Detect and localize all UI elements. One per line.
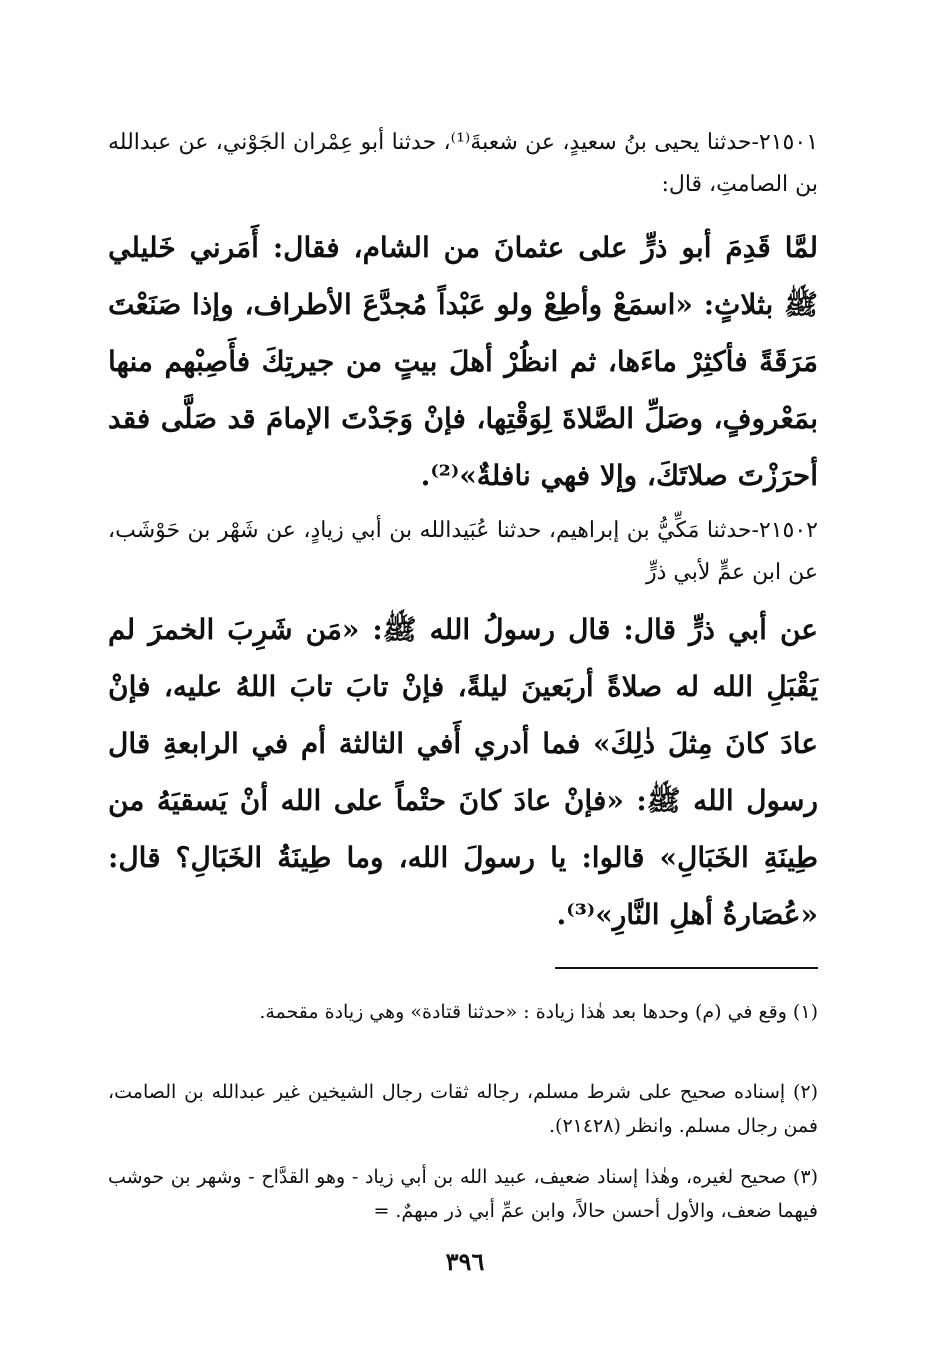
footnote-3: (٣) صحيح لغيره، وهٰذا إسناد ضعيف، عبيد الله بن أبي زياد - وهو القدَّاح - وشهر بن حوشب فيهما ضعف، والأول أحسن حالاً، وابن عمِّ أبي ذر مبهمٌ. = [108, 1166, 818, 1222]
hadith-isnad-21502: ٢١٥٠٢-حدثنا مَكِّيُّ بن إبراهيم، حدثنا عُبَيدالله بن أبي زيادٍ، عن شَهْر بن حَوْشَب، عن ابن عمٍّ لأبي ذرٍّ [108, 518, 818, 585]
footnote-1: (١) وقع في (م) وحدها بعد هٰذا زيادة : «حدثنا قتادة» وهي زيادة مقحمة. [259, 1001, 818, 1023]
page-number: ٣٩٦ [445, 1247, 485, 1276]
hadith-matn-21501: لمَّا قَدِمَ أبو ذرٍّ على عثمانَ من الشام، فقال: أَمَرني خَليلي ﷺ بثلاثٍ: «اسمَعْ وأطِعْ ولو عَبْداً مُجدَّعَ الأطراف، وإذا صَنَعْتَ مَرَقَةً فأكثِرْ ماءَها، ثم انظُرْ أهلَ بيتٍ من جيرتِكَ فأَصِبْهم منها بمَعْروفٍ، وصَلِّ الصَّلاةَ لِوَقْتِها، فإنْ وَجَدْتَ الإمامَ قد صَلَّى فقد أحرَزْتَ صلاتَكَ، وإلا فهي نافلةٌ»⁽²⁾. [108, 231, 818, 492]
hadith-isnad-21501: ٢١٥٠١-حدثنا يحيى بنُ سعيدٍ، عن شعبةَ⁽¹⁾، حدثنا أبو عِمْران الجَوْني، عن عبدالله بن الصامتِ، قال: [108, 130, 819, 197]
hadith-matn-21502: عن أبي ذرٍّ قال: قال رسولُ الله ﷺ: «مَن شَرِبَ الخمرَ لم يَقْبَلِ الله له صلاةً أربَعينَ ليلةً، فإنْ تابَ تابَ اللهُ عليه، فإنْ عادَ كانَ مِثلَ ذٰلِكَ» فما أدري أَفي الثالثة أم في الرابعةِ قال رسول الله ﷺ: «فإنْ عادَ كانَ حتْماً على الله أنْ يَسقيَهُ من طِينَةِ الخَبَالِ» قالوا: يا رسولَ الله، وما طِينَةُ الخَبَالِ؟ قال: «عُصَارةُ أهلِ النَّارِ»⁽³⁾. [108, 613, 818, 931]
footnote-separator [555, 967, 818, 969]
footnote-2: (٢) إسناده صحيح على شرط مسلم، رجاله ثقات رجال الشيخين غير عبدالله بن الصامت، فمن رجال مسلم. وانظر (٢١٤٢٨). [108, 1081, 818, 1137]
